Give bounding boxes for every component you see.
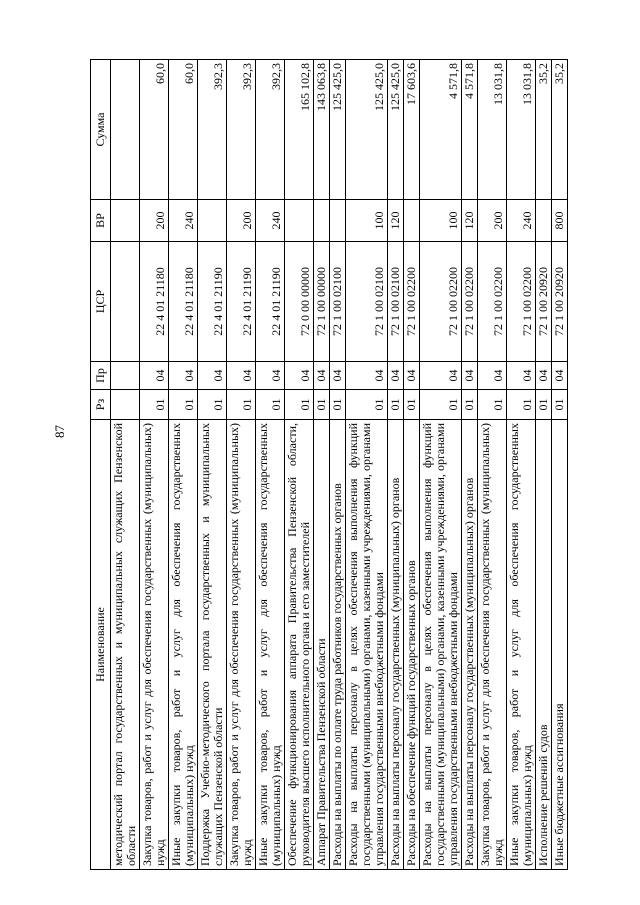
cell-vr bbox=[536, 200, 552, 242]
cell-name: Иные бюджетные ассигнования bbox=[552, 420, 568, 870]
cell-sum: 60,0 bbox=[169, 60, 198, 200]
cell-rz: 01 bbox=[507, 390, 536, 420]
table-row bbox=[111, 60, 140, 870]
table-row bbox=[198, 60, 227, 870]
cell-sum: 4 571,8 bbox=[420, 60, 462, 200]
budget-table bbox=[90, 59, 568, 870]
table-row bbox=[227, 60, 256, 870]
cell-vr: 800 bbox=[552, 200, 568, 242]
cell-rz: 01 bbox=[314, 390, 330, 420]
cell-pr: 04 bbox=[227, 362, 256, 390]
cell-rz: 01 bbox=[478, 390, 507, 420]
cell-vr: 240 bbox=[507, 200, 536, 242]
cell-csr: 72 0 00 00000 bbox=[285, 242, 314, 362]
cell-sum: 143 063,8 bbox=[314, 60, 330, 200]
cell-vr: 100 bbox=[420, 200, 462, 242]
cell-pr: 04 bbox=[169, 362, 198, 390]
cell-pr: 04 bbox=[256, 362, 285, 390]
cell-sum: 4 571,8 bbox=[462, 60, 478, 200]
cell-rz: 01 bbox=[536, 390, 552, 420]
cell-rz: 01 bbox=[420, 390, 462, 420]
cell-name: Закупка товаров, работ и услуг для обеспечения государственных (муниципальных) нужд bbox=[478, 420, 507, 870]
table-row bbox=[404, 60, 420, 870]
cell-rz: 01 bbox=[169, 390, 198, 420]
cell-sum: 17 603,6 bbox=[404, 60, 420, 200]
cell-rz: 01 bbox=[256, 390, 285, 420]
cell-pr: 04 bbox=[507, 362, 536, 390]
cell-name: методический портал государственных и муниципальных служащих Пензенской области bbox=[111, 420, 140, 870]
cell-csr: 22 4 01 21190 bbox=[198, 242, 227, 362]
cell-sum: 125 425,0 bbox=[346, 60, 388, 200]
cell-name: Поддержка Учебно-методического портала государственных и муниципальных служащих Пензенской области bbox=[198, 420, 227, 870]
cell-vr: 240 bbox=[169, 200, 198, 242]
cell-name: Расходы на выплаты персоналу в целях обеспечения выполнения функций государственными (муниципальными) органами, казенными учреждениями, органами управления государственными внебюджетными фондами bbox=[346, 420, 388, 870]
cell-rz: 01 bbox=[346, 390, 388, 420]
cell-vr: 120 bbox=[388, 200, 404, 242]
cell-vr: 100 bbox=[346, 200, 388, 242]
cell-pr: 04 bbox=[140, 362, 169, 390]
table-row bbox=[346, 60, 388, 870]
cell-name: Расходы на выплаты персоналу государственных (муниципальных) органов bbox=[388, 420, 404, 870]
cell-rz: 01 bbox=[198, 390, 227, 420]
cell-sum bbox=[111, 60, 140, 200]
cell-sum: 392,3 bbox=[227, 60, 256, 200]
table-row bbox=[330, 60, 346, 870]
cell-sum: 392,3 bbox=[198, 60, 227, 200]
cell-rz: 01 bbox=[462, 390, 478, 420]
cell-pr: 04 bbox=[388, 362, 404, 390]
cell-vr: 240 bbox=[256, 200, 285, 242]
cell-csr: 22 4 01 21190 bbox=[227, 242, 256, 362]
cell-pr: 04 bbox=[478, 362, 507, 390]
header-vr: ВР bbox=[91, 200, 111, 242]
cell-vr bbox=[111, 200, 140, 242]
cell-sum: 35,2 bbox=[536, 60, 552, 200]
cell-vr: 200 bbox=[227, 200, 256, 242]
page-number: 87 bbox=[52, 425, 67, 438]
cell-name: Обеспечение функционирования аппарата Правительства Пензенской области, руководителя высшего исполнительного органа и его заместителей bbox=[285, 420, 314, 870]
cell-csr: 72 1 00 02200 bbox=[404, 242, 420, 362]
cell-sum: 392,3 bbox=[256, 60, 285, 200]
cell-name: Иные закупки товаров, работ и услуг для обеспечения государственных (муниципальных) нужд bbox=[256, 420, 285, 870]
cell-name: Исполнение решений судов bbox=[536, 420, 552, 870]
cell-sum: 125 425,0 bbox=[330, 60, 346, 200]
cell-vr bbox=[198, 200, 227, 242]
header-name: Наименование bbox=[91, 420, 111, 870]
cell-name: Иные закупки товаров, работ и услуг для обеспечения государственных (муниципальных) нужд bbox=[169, 420, 198, 870]
cell-rz: 01 bbox=[404, 390, 420, 420]
header-rz: Рз bbox=[91, 390, 111, 420]
cell-pr: 04 bbox=[198, 362, 227, 390]
cell-vr bbox=[314, 200, 330, 242]
cell-pr bbox=[111, 362, 140, 390]
cell-pr: 04 bbox=[420, 362, 462, 390]
cell-csr: 72 1 00 02200 bbox=[478, 242, 507, 362]
cell-vr: 200 bbox=[478, 200, 507, 242]
table-row bbox=[536, 60, 552, 870]
cell-name: Закупка товаров, работ и услуг для обеспечения государственных (муниципальных) нужд bbox=[227, 420, 256, 870]
table-header-row bbox=[91, 60, 111, 870]
cell-rz: 01 bbox=[330, 390, 346, 420]
cell-rz bbox=[111, 390, 140, 420]
cell-sum: 13 031,8 bbox=[507, 60, 536, 200]
table-row bbox=[169, 60, 198, 870]
table-row bbox=[462, 60, 478, 870]
cell-csr: 72 1 00 02200 bbox=[507, 242, 536, 362]
cell-pr: 04 bbox=[330, 362, 346, 390]
cell-csr: 72 1 00 02100 bbox=[330, 242, 346, 362]
cell-pr: 04 bbox=[552, 362, 568, 390]
table-row bbox=[140, 60, 169, 870]
cell-rz: 01 bbox=[227, 390, 256, 420]
table-row bbox=[420, 60, 462, 870]
rotated-page-content bbox=[90, 60, 566, 870]
cell-name: Аппарат Правительства Пензенской области bbox=[314, 420, 330, 870]
cell-csr: 22 4 01 21190 bbox=[256, 242, 285, 362]
cell-csr bbox=[111, 242, 140, 362]
cell-vr bbox=[285, 200, 314, 242]
cell-vr bbox=[330, 200, 346, 242]
cell-pr: 04 bbox=[314, 362, 330, 390]
cell-csr: 72 1 00 00000 bbox=[314, 242, 330, 362]
cell-sum: 60,0 bbox=[140, 60, 169, 200]
table-row bbox=[314, 60, 330, 870]
cell-name: Расходы на выплаты по оплате труда работников государственных органов bbox=[330, 420, 346, 870]
cell-pr: 04 bbox=[285, 362, 314, 390]
cell-vr: 200 bbox=[140, 200, 169, 242]
table-row bbox=[478, 60, 507, 870]
cell-csr: 72 1 00 20920 bbox=[552, 242, 568, 362]
cell-rz: 01 bbox=[388, 390, 404, 420]
table-row bbox=[388, 60, 404, 870]
cell-pr: 04 bbox=[536, 362, 552, 390]
cell-csr: 72 1 00 02100 bbox=[388, 242, 404, 362]
cell-csr: 72 1 00 02100 bbox=[346, 242, 388, 362]
header-csr: ЦСР bbox=[91, 242, 111, 362]
cell-pr: 04 bbox=[404, 362, 420, 390]
cell-pr: 04 bbox=[462, 362, 478, 390]
cell-pr: 04 bbox=[346, 362, 388, 390]
table-row bbox=[256, 60, 285, 870]
cell-csr: 22 4 01 21180 bbox=[140, 242, 169, 362]
cell-name: Расходы на выплаты персоналу государственных (муниципальных) органов bbox=[462, 420, 478, 870]
cell-sum: 165 102,8 bbox=[285, 60, 314, 200]
cell-sum: 13 031,8 bbox=[478, 60, 507, 200]
table-row bbox=[285, 60, 314, 870]
cell-rz: 01 bbox=[285, 390, 314, 420]
cell-csr: 22 4 01 21180 bbox=[169, 242, 198, 362]
header-sum: Сумма bbox=[91, 60, 111, 200]
cell-rz: 01 bbox=[552, 390, 568, 420]
cell-rz: 01 bbox=[140, 390, 169, 420]
cell-vr: 120 bbox=[462, 200, 478, 242]
cell-name: Расходы на обеспечение функций государственных органов bbox=[404, 420, 420, 870]
cell-name: Иные закупки товаров, работ и услуг для обеспечения государственных (муниципальных) нужд bbox=[507, 420, 536, 870]
table-body bbox=[111, 60, 568, 870]
cell-vr bbox=[404, 200, 420, 242]
cell-sum: 125 425,0 bbox=[388, 60, 404, 200]
cell-csr: 72 1 00 20920 bbox=[536, 242, 552, 362]
cell-name: Расходы на выплаты персоналу в целях обеспечения выполнения функций государственными (муниципальными) органами, казенными учреждениями, органами управления государственными внебюджетными фондами bbox=[420, 420, 462, 870]
cell-name: Закупка товаров, работ и услуг для обеспечения государственных (муниципальных) нужд bbox=[140, 420, 169, 870]
cell-csr: 72 1 00 02200 bbox=[420, 242, 462, 362]
header-pr: Пр bbox=[91, 362, 111, 390]
cell-csr: 72 1 00 02200 bbox=[462, 242, 478, 362]
cell-sum: 35,2 bbox=[552, 60, 568, 200]
table-row bbox=[552, 60, 568, 870]
table-row bbox=[507, 60, 536, 870]
